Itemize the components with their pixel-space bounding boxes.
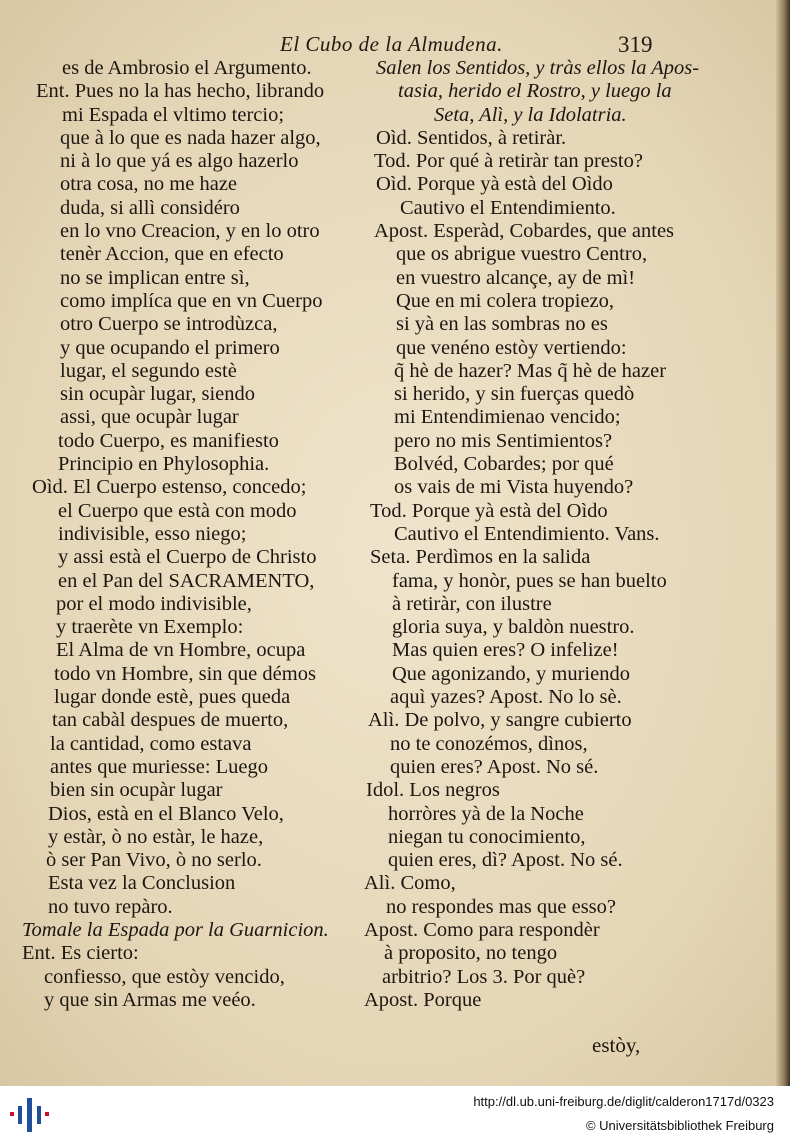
- text-line: no se implican entre sì,: [60, 266, 250, 289]
- text-line: otra cosa, no me haze: [60, 173, 238, 196]
- footer-bar: [0, 1086, 790, 1141]
- text-line: Apost. Porque: [364, 988, 482, 1011]
- text-line: ò ser Pan Vivo, ò no serlo.: [46, 849, 262, 872]
- text-line: tan cabàl despues de muerto,: [52, 709, 289, 732]
- source-url-link[interactable]: http://dl.ub.uni-freiburg.de/diglit/calderon1717d/0323: [473, 1094, 774, 1109]
- text-line: Idol. Los negros: [366, 779, 500, 802]
- text-line: en el Pan del SACRAMENTO,: [58, 569, 315, 592]
- text-line: si herido, y sin fuerças quedò: [394, 383, 635, 406]
- text-line: q̃ hè de hazer? Mas q̃ hè de hazer: [394, 359, 667, 382]
- text-line: gloria suya, y baldòn nuestro.: [392, 616, 635, 639]
- page-edge: [776, 0, 790, 1086]
- text-line: quien eres? Apost. No sé.: [390, 755, 599, 778]
- text-line: en vuestro alcançe, ay de mì!: [396, 266, 636, 289]
- text-line: por el modo indivisible,: [56, 592, 252, 615]
- text-line: no te conozémos, dìnos,: [390, 732, 588, 755]
- text-line: Oìd. Sentidos, à retiràr.: [376, 126, 567, 149]
- text-line: es de Ambrosio el Argumento.: [62, 57, 312, 79]
- catchword: estòy,: [592, 1033, 641, 1057]
- stage-direction: Tomale la Espada por la Guarnicion.: [22, 918, 329, 941]
- stage-direction: Salen los Sentidos, y tràs ellos la Apos-: [376, 57, 700, 79]
- text-line: Apost. Esperàd, Cobardes, que antes: [374, 220, 675, 243]
- left-column: [22, 57, 368, 1012]
- stage-direction: Seta, Alì, y la Idolatria.: [434, 103, 627, 126]
- text-line: ni à lo que yá es algo hazerlo: [60, 150, 299, 173]
- text-line: y assi està el Cuerpo de Christo: [58, 546, 317, 569]
- text-line: Que en mi colera tropiezo,: [396, 289, 615, 312]
- text-line: à proposito, no tengo: [384, 942, 558, 965]
- text-line: y que ocupando el primero: [60, 336, 280, 359]
- text-line: Bolvéd, Cobardes; por qué: [394, 453, 614, 476]
- text-line: Oìd. Porque yà està del Oìdo: [376, 173, 613, 196]
- text-line: duda, si allì considéro: [60, 196, 240, 219]
- text-line: sin ocupàr lugar, siendo: [60, 383, 256, 406]
- text-line: Mas quien eres? O infelize!: [392, 639, 619, 662]
- text-line: lugar donde estè, pues queda: [54, 686, 291, 709]
- text-line: tenèr Accion, que en efecto: [60, 243, 284, 266]
- text-line: no tuvo repàro.: [48, 895, 173, 918]
- page-number: 319: [618, 32, 653, 57]
- text-line: Ent. Pues no la has hecho, librando: [36, 80, 325, 103]
- text-line: indivisible, esso niego;: [58, 522, 247, 545]
- text-line: niegan tu conocimiento,: [388, 825, 586, 848]
- text-line: Alì. Como,: [364, 872, 456, 895]
- text-line: lugar, el segundo estè: [60, 359, 237, 382]
- text-line: que os abrigue vuestro Centro,: [396, 243, 648, 266]
- text-line: otro Cuerpo se introdùzca,: [60, 313, 278, 336]
- text-line: antes que muriesse: Luego: [50, 755, 269, 778]
- text-line: y que sin Armas me veéo.: [44, 988, 256, 1011]
- text-line: la cantidad, como estava: [50, 732, 252, 755]
- text-line: Alì. De polvo, y sangre cubierto: [368, 709, 632, 732]
- text-line: Dios, està en el Blanco Velo,: [48, 802, 284, 825]
- text-line: quien eres, dì? Apost. No sé.: [388, 849, 623, 872]
- running-title: El Cubo de la Almudena.: [280, 32, 503, 56]
- text-line: à retiràr, con ilustre: [392, 592, 552, 615]
- text-line: y estàr, ò no estàr, le haze,: [48, 825, 264, 848]
- text-line: mi Espada el vltimo tercio;: [62, 103, 285, 126]
- text-line: Que agonizando, y muriendo: [392, 662, 630, 685]
- text-line: pero no mis Sentimientos?: [394, 429, 613, 452]
- text-line: aquì yazes? Apost. No lo sè.: [390, 686, 622, 709]
- stage-direction: tasia, herido el Rostro, y luego la: [398, 80, 672, 103]
- right-column: [364, 57, 704, 1012]
- text-line: todo Cuerpo, es manifiesto: [58, 429, 279, 452]
- text-line: assi, que ocupàr lugar: [60, 406, 239, 429]
- text-line: Apost. Como para respondèr: [364, 918, 600, 941]
- page-header: [0, 30, 790, 60]
- text-line: Cautivo el Entendimiento. Vans.: [394, 522, 660, 545]
- university-logo-icon: [10, 1096, 50, 1132]
- text-line: Principio en Phylosophia.: [58, 453, 270, 476]
- text-line: fama, y honòr, pues se han buelto: [392, 569, 667, 592]
- text-line: en lo vno Creacion, y en lo otro: [60, 220, 320, 243]
- text-line: y traerète vn Exemplo:: [56, 616, 244, 639]
- text-line: como implíca que en vn Cuerpo: [60, 289, 323, 312]
- text-line: Esta vez la Conclusion: [48, 872, 236, 895]
- text-line: no respondes mas que esso?: [386, 895, 617, 918]
- text-line: mi Entendimienao vencido;: [394, 406, 621, 429]
- copyright-text: © Universitätsbibliothek Freiburg: [585, 1118, 774, 1133]
- text-line: que à lo que es nada hazer algo,: [60, 126, 321, 149]
- text-line: Ent. Es cierto:: [22, 942, 139, 965]
- text-line: el Cuerpo que està con modo: [58, 499, 297, 522]
- text-line: todo vn Hombre, sin que démos: [54, 662, 316, 685]
- text-line: El Alma de vn Hombre, ocupa: [56, 639, 306, 662]
- text-line: si yà en las sombras no es: [396, 313, 608, 336]
- text-line: os vais de mi Vista huyendo?: [394, 476, 634, 499]
- text-line: Oìd. El Cuerpo estenso, concedo;: [32, 476, 307, 499]
- text-line: Seta. Perdìmos en la salida: [370, 546, 591, 569]
- text-line: que venéno estòy vertiendo:: [396, 336, 627, 359]
- text-line: Cautivo el Entendimiento.: [400, 196, 616, 219]
- text-line: confiesso, que estòy vencido,: [44, 965, 285, 988]
- text-line: Tod. Por qué à retiràr tan presto?: [374, 150, 643, 173]
- text-line: bien sin ocupàr lugar: [50, 779, 223, 802]
- text-line: horròres yà de la Noche: [388, 802, 584, 825]
- text-line: Tod. Porque yà està del Oìdo: [370, 499, 608, 522]
- text-line: arbitrio? Los 3. Por què?: [382, 965, 586, 988]
